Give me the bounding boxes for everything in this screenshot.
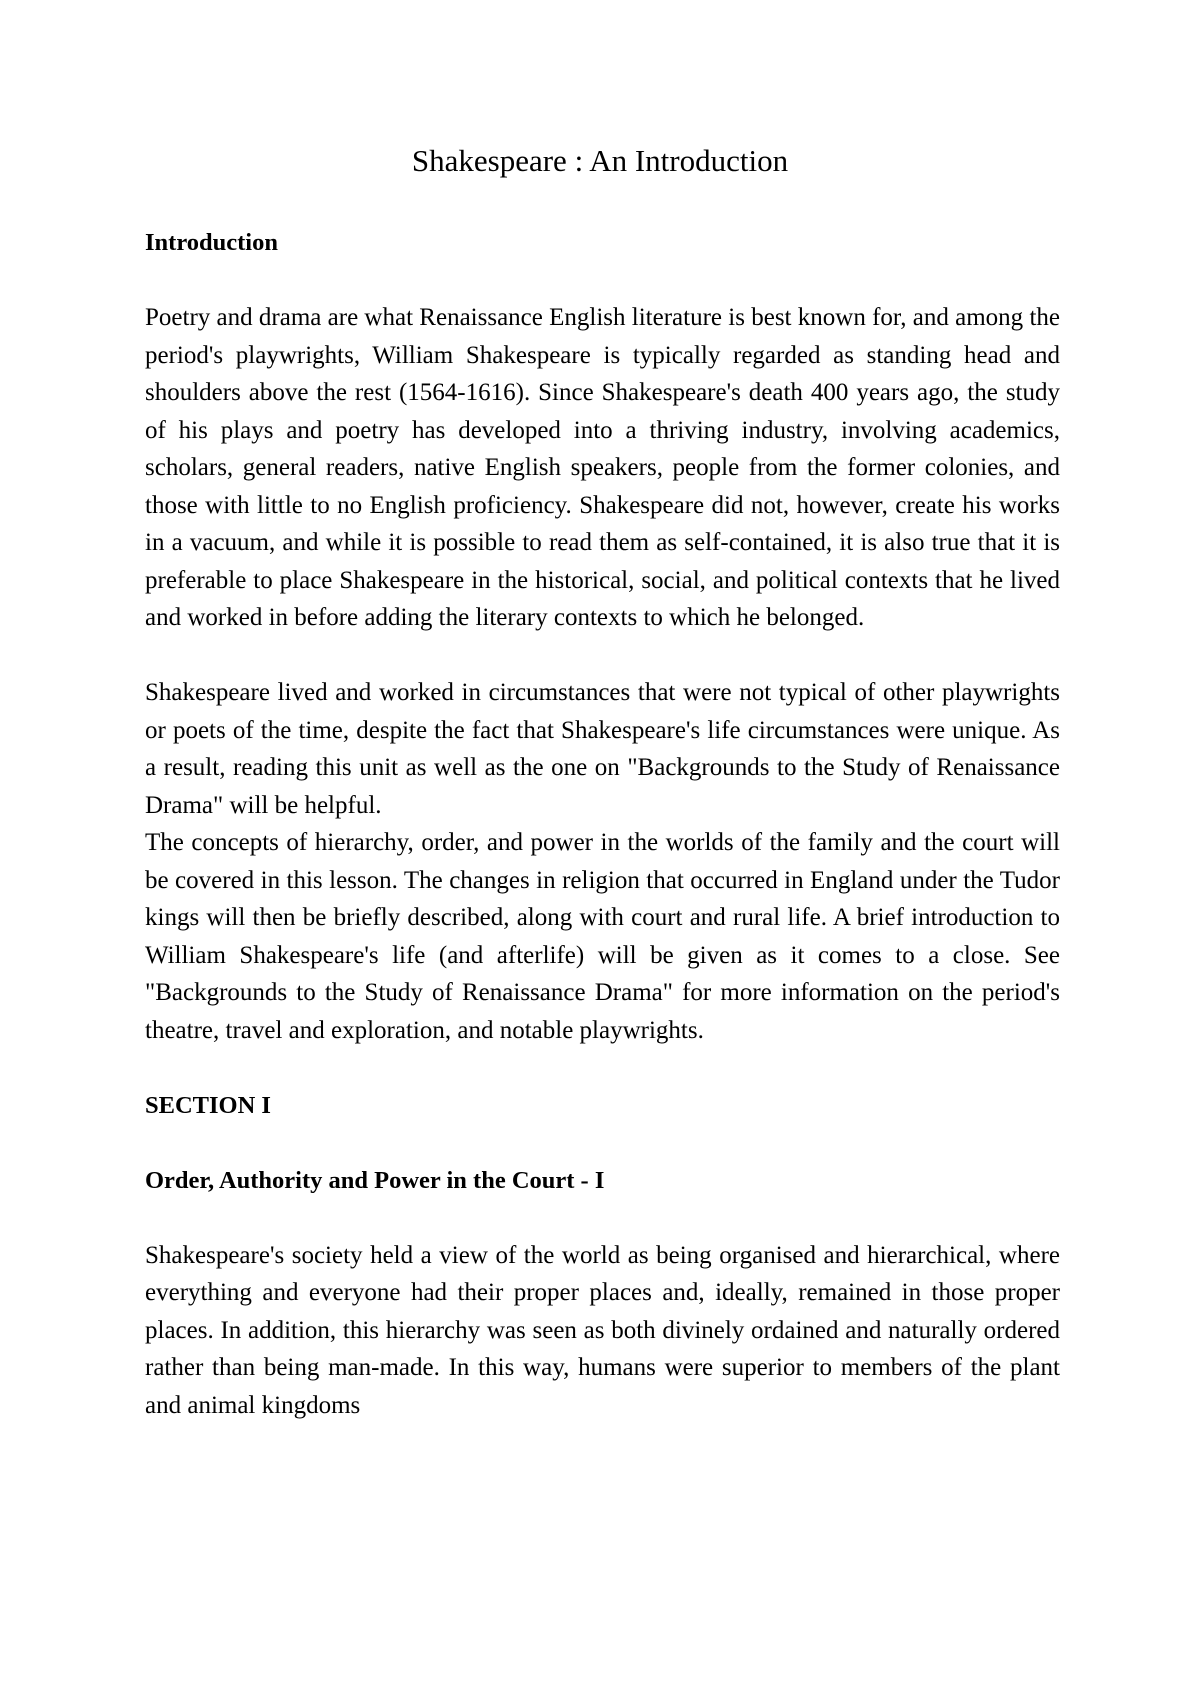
intro-heading: Introduction — [145, 229, 278, 256]
paragraph-hierarchy: Shakespeare's society held a view of the world as being organised and hierarchical, where everything and everyone had their proper places and, ideally, remained in those proper places. In addition, this hierarchy was seen as both divinely ordained and naturally ordered rather than being man-made. In this way, humans were superior to members of the plant and animal kingdoms — [145, 1241, 1060, 1419]
document-title: Shakespeare : An Introduction — [411, 143, 789, 178]
document-body — [145, 224, 1060, 1424]
section-heading: SECTION I — [145, 1091, 271, 1119]
subsection-heading: Order, Authority and Power in the Court - I — [145, 1166, 605, 1194]
paragraph-intro: Poetry and drama are what Renaissance English literature is best known for, and among the period's playwrights, William Shakespeare is typically regarded as standing head and shoulders above the rest (1564-1616). Since Shakespeare's death 400 years ago, the study of his plays and poetry has developed into a thriving industry, involving academics, scholars, general readers, native English speakers, people from the former colonies, and those with little to no English proficiency. Shakespeare did not, however, create his works in a vacuum, and while it is possible to read them as self-contained, it is also true that it is preferable to place Shakespeare in the historical, social, and political contexts that he lived and worked in before adding the literary contexts to which he belonged. — [145, 304, 1060, 631]
paragraph-circumstances: Shakespeare lived and worked in circumstances that were not typical of other playwrights or poets of the time, despite the fact that Shakespeare's life circumstances were unique. As a result, reading this unit as well as the one on "Backgrounds to the Study of Renaissance Drama" will be helpful. — [145, 679, 1060, 819]
paragraph-lesson-overview: The concepts of hierarchy, order, and power in the worlds of the family and the court will be covered in this lesson. The changes in religion that occurred in England under the Tudor kings will then be briefly described, along with court and rural life. A brief introduction to William Shakespeare's life (and afterlife) will be given as it comes to a close. See "Backgrounds to the Study of Renaissance Drama" for more information on the period's theatre, travel and exploration, and notable playwrights. — [145, 829, 1060, 1044]
